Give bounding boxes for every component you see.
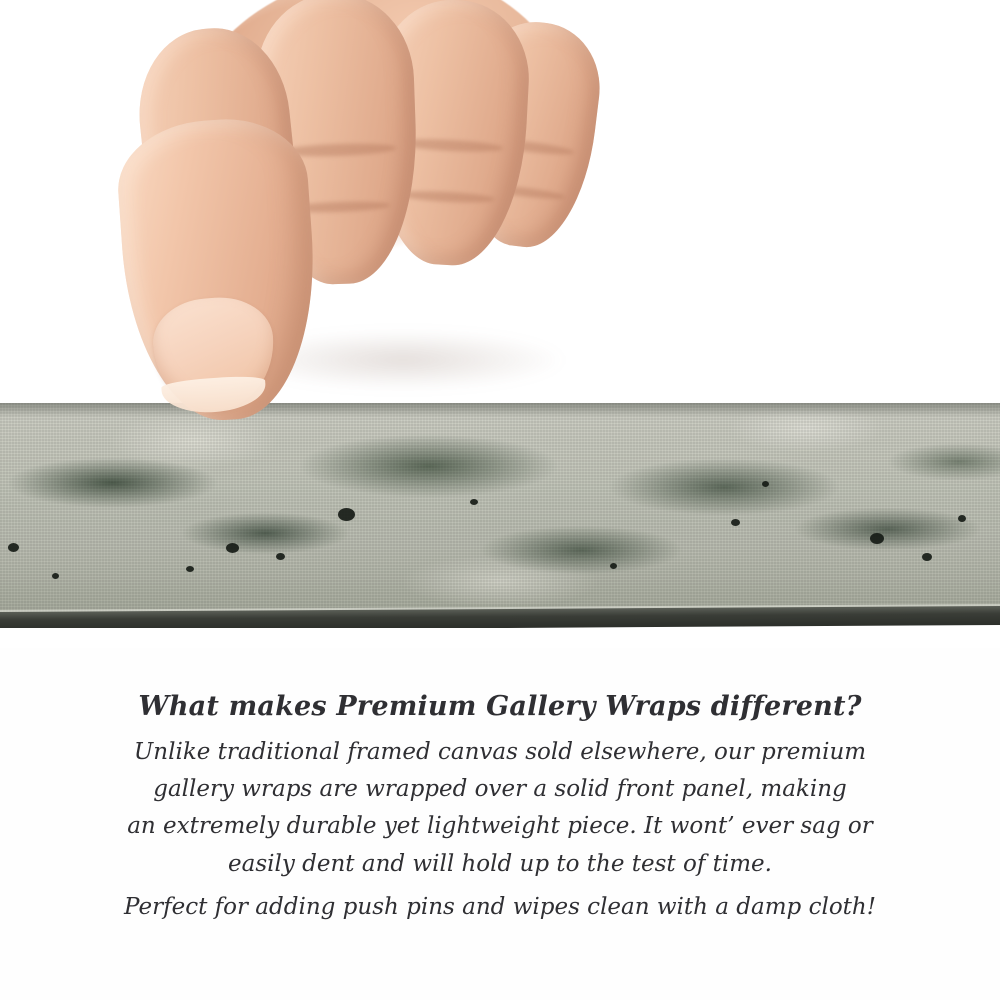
canvas-printed-face <box>0 403 1000 613</box>
caption-closing-line: Perfect for adding push pins and wipes clean with a damp cloth! <box>124 893 876 920</box>
canvas-wrap-edge <box>0 403 1000 628</box>
caption-line-1: Unlike traditional framed canvas sold elsewhere, our premium <box>133 738 867 765</box>
canvas-weave-texture <box>0 403 1000 613</box>
caption-line-3: an extremely durable yet lightweight piece. It wont’ ever sag or <box>127 813 873 840</box>
caption-line-4: easily dent and will hold up to the test of time. <box>228 850 772 877</box>
thumb-group <box>118 120 368 430</box>
hand-illustration <box>118 0 588 440</box>
caption-line-2: gallery wraps are wrapped over a solid front panel, making <box>153 776 847 802</box>
caption-title: What makes Premium Gallery Wraps different? <box>138 691 862 722</box>
caption-block <box>0 690 1000 926</box>
